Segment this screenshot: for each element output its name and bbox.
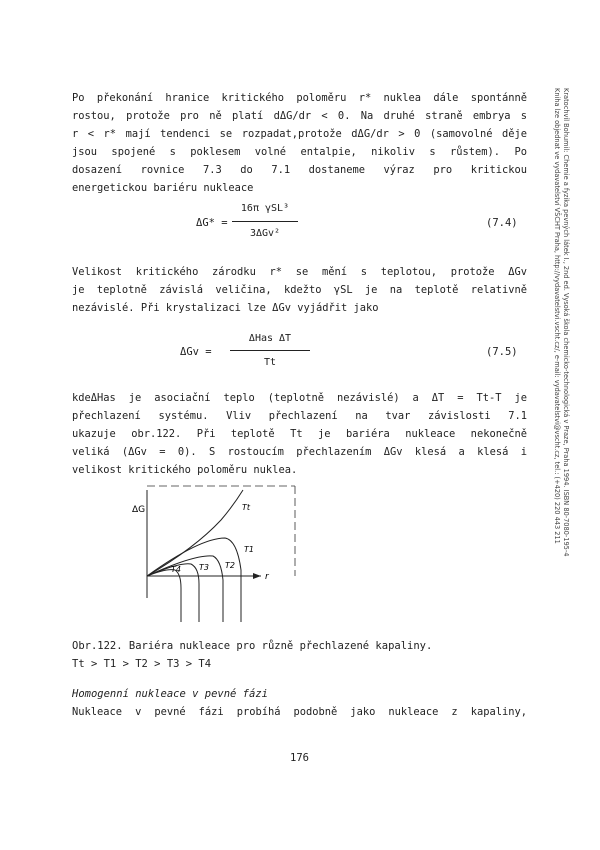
side-citation bbox=[552, 88, 570, 557]
fraction-bar bbox=[230, 350, 310, 351]
citation-line-2: Kniha lze objednat ve vydavatelství VŠCHT Praha, http://vydavatelstvi.vscht.cz/, e-mail: vydavatelstvi@vscht.cz, tel.: (+420) 220 443 211 bbox=[553, 88, 561, 544]
text-line: Velikost kritického zárodku r* se mění s teplotou, protože ΔGv bbox=[72, 266, 527, 278]
label-tt: Tt bbox=[242, 503, 251, 512]
page-number: 176 bbox=[290, 752, 309, 764]
equation-lhs: ΔGv = bbox=[180, 346, 212, 358]
x-axis-label: r bbox=[265, 572, 269, 582]
curve-t1 bbox=[147, 538, 241, 622]
label-t3: T3 bbox=[199, 563, 209, 572]
equation-numerator: 16π γSL³ bbox=[240, 203, 290, 214]
equation-numerator: ΔHas ΔT bbox=[248, 333, 292, 344]
nucleation-barrier-figure bbox=[125, 480, 305, 630]
equation-number: (7.4) bbox=[486, 217, 518, 229]
section-title: Homogenní nukleace v pevné fázi bbox=[72, 688, 268, 700]
label-t1: T1 bbox=[244, 545, 254, 554]
text-line: ukazuje obr.122. Při teplotě Tt je bariéra nukleace nekonečně bbox=[72, 428, 527, 440]
text-line: kdeΔHas je asociační teplo (teplotně nezávislé) a ΔT = Tt-T je bbox=[72, 392, 527, 404]
citation-line-1: Kratochvíl Bohumil: Chemie a fyzika pevných látek I., 2nd ed. Vysoká škola chemicko-technologická v Praze, Praha 1994. ISBN 80-7080-195-4 bbox=[562, 88, 570, 557]
text-line: je teplotně závislá veličina, kdežto γSL je na teplotě relativně bbox=[72, 284, 527, 296]
equation-denominator: Tt bbox=[263, 357, 277, 368]
fraction-bar bbox=[232, 221, 298, 222]
text-line: r < r* mají tendenci se rozpadat,protože dΔG/dr > 0 (samovolné děje bbox=[72, 128, 527, 140]
text-line: přechlazení systému. Vliv přechlazení na tvar závislosti 7.1 bbox=[72, 410, 527, 422]
text-line: nezávislé. Při krystalizaci lze ΔGv vyjádřit jako bbox=[72, 302, 379, 314]
equation-number: (7.5) bbox=[486, 346, 518, 358]
figure-caption-temperatures: Tt > T1 > T2 > T3 > T4 bbox=[72, 658, 212, 670]
text-line: velikost kritického poloměru nuklea. bbox=[72, 464, 298, 476]
text-line: veliká (ΔGv = 0). S rostoucím přechlazením ΔGv klesá a klesá i bbox=[72, 446, 527, 458]
x-axis-arrow bbox=[253, 573, 261, 579]
equation-denominator: 3ΔGv² bbox=[249, 228, 281, 239]
curve-t4 bbox=[147, 570, 181, 622]
equation-lhs: ΔG* = bbox=[196, 217, 228, 229]
text-line: jsou spojené s poklesem volné entalpie, nikoliv s růstem). Po bbox=[72, 146, 527, 158]
paragraph-4: Nukleace v pevné fázi probíhá podobně jako nukleace z kapaliny, bbox=[72, 706, 527, 718]
text-line: rostou, protože pro ně platí dΔG/dr < 0. Na druhé straně embrya s bbox=[72, 110, 527, 122]
text-line: energetickou bariéru nukleace bbox=[72, 182, 254, 194]
text-line: Po překonání hranice kritického poloměru r* nuklea dále spontánně bbox=[72, 92, 527, 104]
y-axis-label: ΔG bbox=[132, 505, 146, 515]
text-line: dosazení rovnice 7.3 do 7.1 dostaneme výraz pro kritickou bbox=[72, 164, 527, 176]
label-t2: T2 bbox=[225, 561, 235, 570]
figure-caption: Obr.122. Bariéra nukleace pro různě přechlazené kapaliny. bbox=[72, 640, 433, 652]
curve-t2 bbox=[147, 556, 223, 622]
label-t4: T4 bbox=[171, 565, 181, 574]
